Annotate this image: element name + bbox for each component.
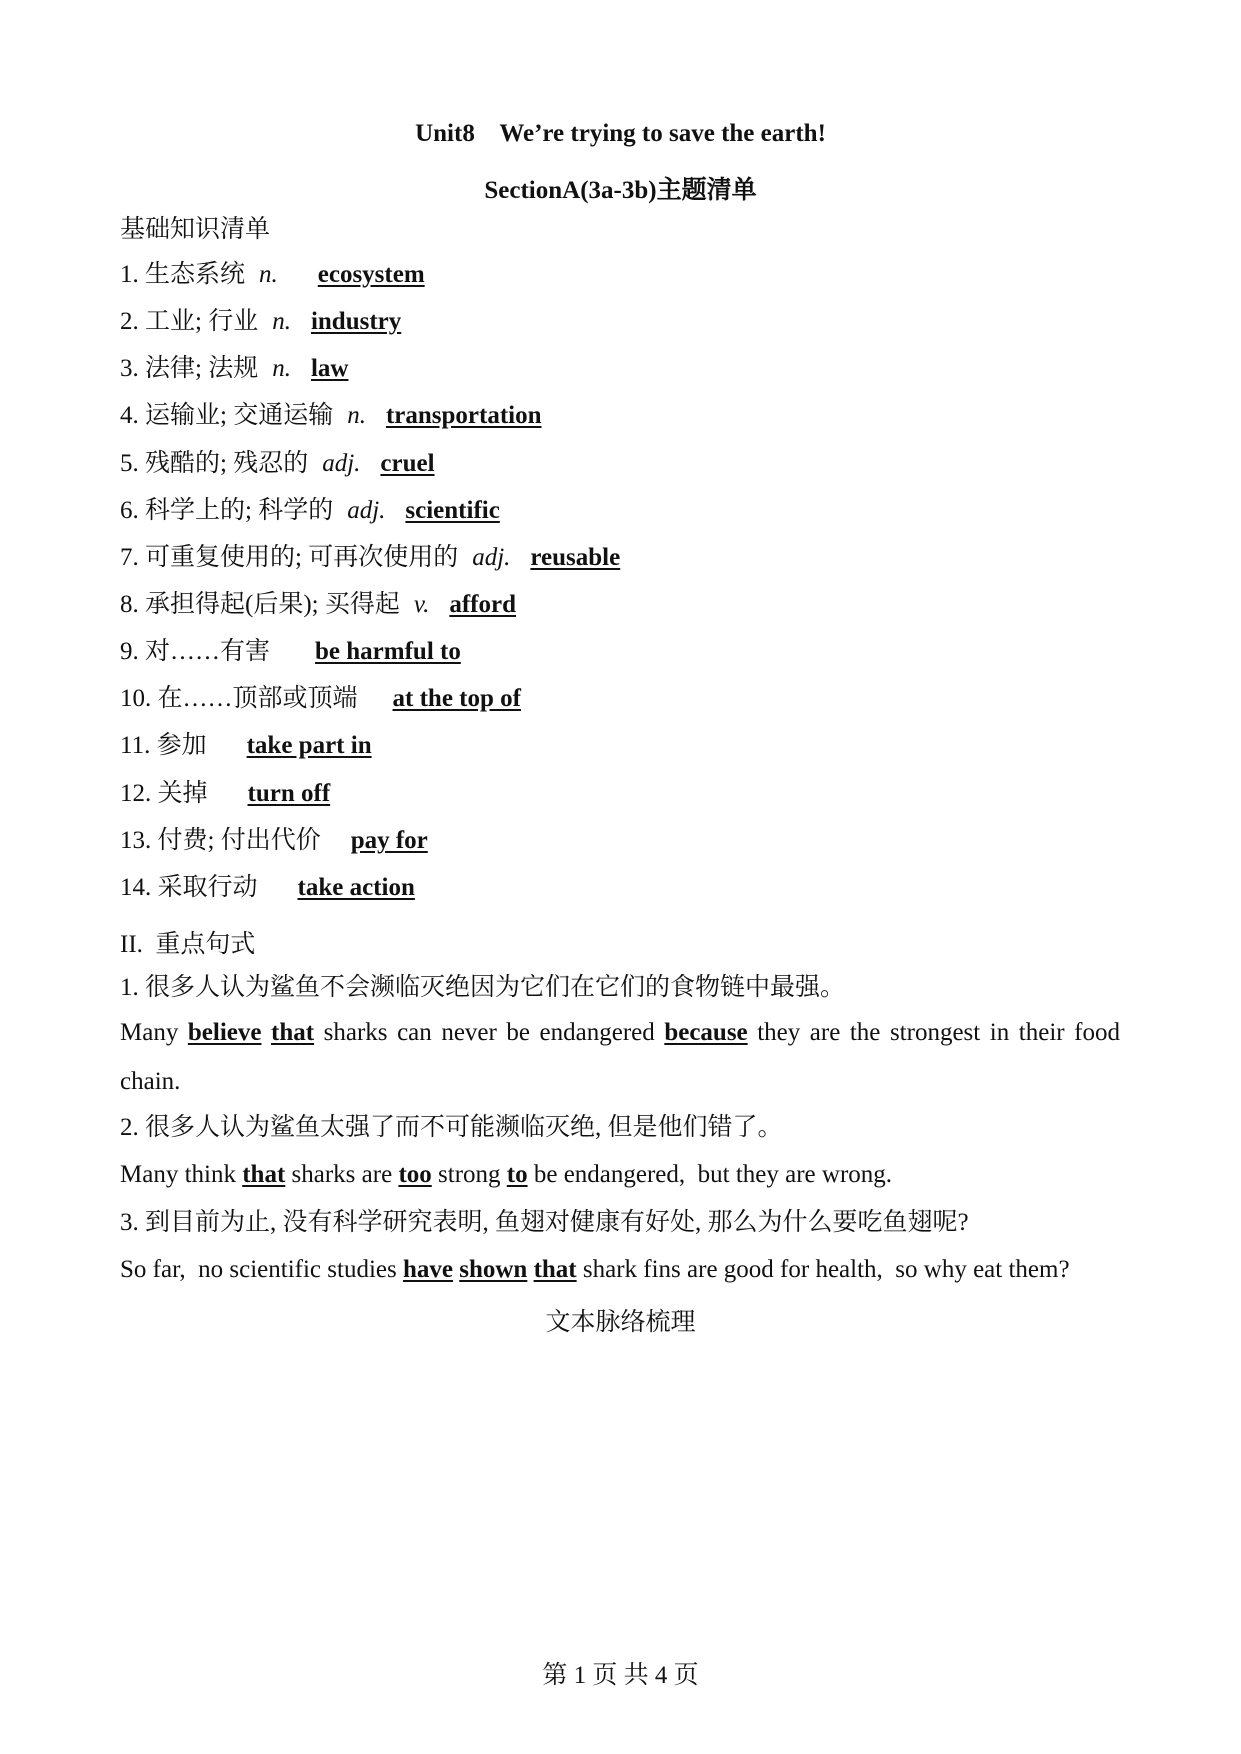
vocab-part-of-speech: n.	[259, 261, 278, 288]
sentence1-chinese: 1. 很多人认为鲨鱼不会濒临灭绝因为它们在它们的食物链中最强。	[120, 974, 846, 1001]
vocab-answer: at the top of	[392, 685, 521, 712]
vocab-chinese: 付费; 付出代价	[157, 827, 321, 854]
vocab-number: 6.	[120, 497, 139, 524]
sentence2-text: be endangered, but they are wrong.	[527, 1161, 893, 1188]
vocab-chinese: 法律; 法规	[145, 355, 259, 382]
sentence1-answer: that	[271, 1019, 315, 1046]
sentence1-word: the	[849, 1019, 881, 1046]
sentence1-word: be	[506, 1019, 530, 1046]
vocab-number: 13.	[120, 827, 152, 854]
vocab-chinese: 工业; 行业	[145, 308, 259, 335]
sentence3-answer: that	[533, 1256, 577, 1283]
sentence2-text: sharks are	[285, 1161, 399, 1188]
vocab-item	[120, 590, 516, 620]
sentence2-answer: that	[242, 1161, 286, 1188]
vocab-chinese: 生态系统	[145, 261, 246, 288]
sentence1-word: Many	[120, 1019, 179, 1046]
vocab-answer: take part in	[246, 732, 372, 759]
vocab-part-of-speech: adj.	[347, 497, 386, 524]
sentence1-word: never	[441, 1019, 497, 1046]
sentence2-text: strong	[431, 1161, 507, 1188]
section1-heading: 基础知识清单	[120, 216, 271, 243]
sentence1-line1	[120, 1018, 1120, 1048]
vocab-answer: reusable	[530, 544, 621, 571]
vocab-item	[120, 826, 428, 856]
vocab-answer: cruel	[380, 450, 435, 477]
vocab-part-of-speech: adj.	[472, 544, 511, 571]
vocab-chinese: 残酷的; 残忍的	[145, 450, 309, 477]
sentence2-answer: to	[506, 1161, 528, 1188]
vocab-item	[120, 260, 425, 290]
sentence1-word: are	[809, 1019, 841, 1046]
sentence1-word: sharks	[323, 1019, 388, 1046]
outline-heading: 文本脉络梳理	[545, 1309, 696, 1336]
vocab-item	[120, 354, 348, 384]
sentence2-english	[120, 1160, 892, 1190]
sentence1-word: endangered	[539, 1019, 655, 1046]
sentence1-answer: because	[664, 1019, 748, 1046]
vocab-answer: industry	[310, 308, 402, 335]
vocab-chinese: 可重复使用的; 可再次使用的	[145, 544, 459, 571]
sentence2-answer: too	[398, 1161, 432, 1188]
vocab-number: 3.	[120, 355, 139, 382]
vocab-chinese: 参加	[156, 732, 207, 759]
sentence1-word: in	[989, 1019, 1010, 1046]
vocab-answer: transportation	[385, 402, 542, 429]
vocab-number: 12.	[120, 780, 152, 807]
vocab-number: 2.	[120, 308, 139, 335]
vocab-number: 9.	[120, 638, 139, 665]
sentence1-answer: believe	[187, 1019, 262, 1046]
vocab-item	[120, 307, 401, 337]
section2-heading: II. 重点句式	[120, 931, 256, 958]
vocab-number: 7.	[120, 544, 139, 571]
vocab-answer: take action	[297, 874, 415, 901]
vocab-part-of-speech: v.	[413, 591, 430, 618]
vocab-item	[120, 543, 620, 573]
sentence1-word: they	[757, 1019, 801, 1046]
vocab-part-of-speech: adj.	[322, 450, 361, 477]
vocab-number: 5.	[120, 450, 139, 477]
vocab-answer: turn off	[247, 780, 331, 807]
vocab-item	[120, 449, 435, 479]
vocab-chinese: 科学上的; 科学的	[145, 497, 334, 524]
sentence1-word: food	[1074, 1019, 1120, 1046]
vocab-answer: law	[310, 355, 349, 382]
sentence1-word: strongest	[889, 1019, 981, 1046]
vocab-item	[120, 731, 372, 761]
vocab-chinese: 采取行动	[157, 874, 258, 901]
vocab-item	[120, 779, 330, 809]
sentence1-word: their	[1018, 1019, 1065, 1046]
unit-title: Unit8 We’re trying to save the earth!	[415, 120, 826, 147]
vocab-chinese: 运输业; 交通运输	[145, 402, 334, 429]
sentence1-word: can	[397, 1019, 432, 1046]
sentence2-chinese: 2. 很多人认为鲨鱼太强了而不可能濒临灭绝, 但是他们错了。	[120, 1114, 783, 1141]
vocab-number: 11.	[120, 732, 151, 759]
vocab-chinese: 在……顶部或顶端	[157, 685, 358, 712]
vocab-item	[120, 496, 500, 526]
sentence3-text: So far, no scientific studies	[120, 1256, 403, 1283]
vocab-part-of-speech: n.	[272, 355, 291, 382]
vocab-item	[120, 684, 521, 714]
vocab-answer: be harmful to	[315, 638, 461, 665]
vocab-chinese: 对……有害	[145, 638, 271, 665]
vocab-number: 4.	[120, 402, 139, 429]
vocab-part-of-speech: n.	[272, 308, 291, 335]
vocab-chinese: 关掉	[157, 780, 208, 807]
sentence3-answer: shown	[459, 1256, 528, 1283]
sentence3-answer: have	[402, 1256, 453, 1283]
vocab-number: 8.	[120, 591, 139, 618]
vocab-answer: afford	[449, 591, 517, 618]
sentence3-text: shark fins are good for health, so why eat them?	[576, 1256, 1070, 1283]
vocab-item	[120, 637, 461, 667]
sentence3-english	[120, 1255, 1070, 1285]
vocab-item	[120, 873, 415, 903]
vocab-answer: scientific	[405, 497, 500, 524]
sentence1-line2: chain.	[120, 1068, 181, 1095]
page-footer: 第 1 页 共 4 页	[542, 1662, 699, 1689]
vocab-number: 10.	[120, 685, 152, 712]
vocab-number: 1.	[120, 261, 139, 288]
vocab-number: 14.	[120, 874, 152, 901]
sentence1-english	[120, 1018, 1120, 1048]
vocab-answer: pay for	[350, 827, 428, 854]
sentence2-text: Many think	[120, 1161, 243, 1188]
sentence3-chinese: 3. 到目前为止, 没有科学研究表明, 鱼翅对健康有好处, 那么为什么要吃鱼翅呢?	[120, 1209, 969, 1236]
vocab-item	[120, 401, 542, 431]
vocab-part-of-speech: n.	[347, 402, 366, 429]
vocab-chinese: 承担得起(后果); 买得起	[145, 591, 400, 618]
vocab-answer: ecosystem	[317, 261, 425, 288]
section-subtitle: SectionA(3a-3b)主题清单	[484, 177, 757, 204]
